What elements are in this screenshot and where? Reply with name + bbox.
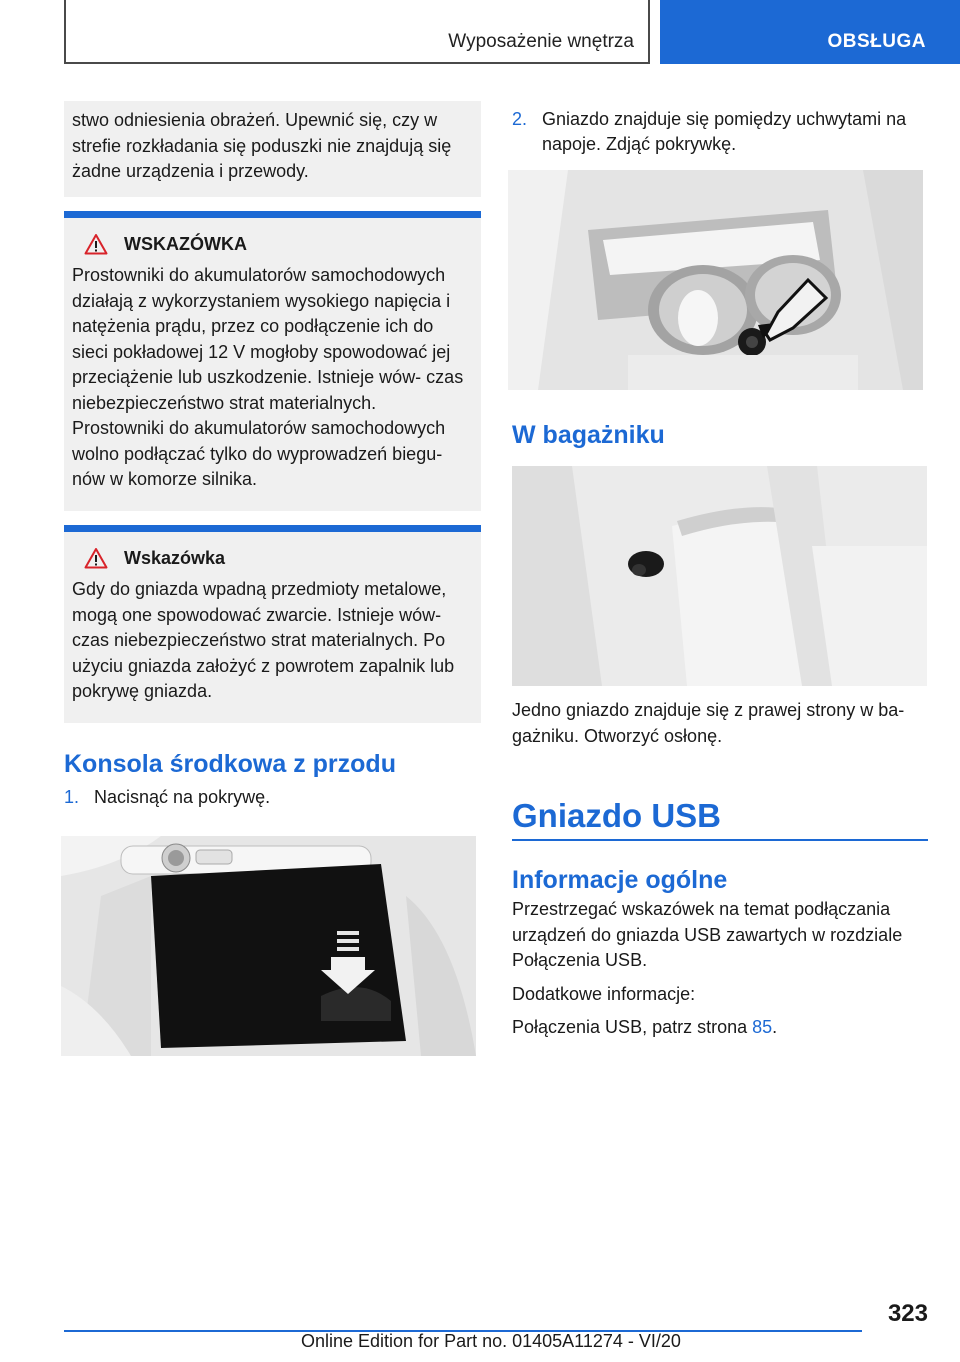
section-title: Wyposażenie wnętrza — [448, 31, 634, 52]
step-number: 2. — [512, 109, 528, 129]
trunk-heading: W bagażniku — [512, 421, 665, 449]
note-body: Gdy do gniazda wpadną przedmioty metalowe, mogą one spowodować zwarcie. Istnieje wów‐ czas niebezpieczeństwo strat materialnych. Po użyciu gniazda założyć z powrotem zapalnik lub pokrywę gniazda. — [72, 579, 455, 701]
right-column — [512, 101, 928, 157]
step-1 — [64, 785, 481, 810]
step-text: Nacisnąć na pokrywę. — [94, 786, 271, 807]
footer-edition: Online Edition for Part no. 01405A11274 - VI/20 — [301, 1331, 681, 1351]
general-heading: Informacje ogólne — [512, 866, 728, 894]
usb-heading-rule — [512, 839, 928, 841]
step-2 — [512, 107, 928, 157]
usb-section — [512, 797, 928, 1041]
note-title: WSKAZÓWKA — [124, 233, 247, 254]
console-heading: Konsola środkowa z przodu — [64, 749, 396, 778]
intro-text: stwo odniesienia obrażeń. Upewnić się, czy w strefie rozkładania się poduszki nie znajdują się żadne urządzenia i przewody. — [72, 110, 452, 181]
step-text: Gniazdo znajduje się pomiędzy uchwytami na napoje. Zdjąć pokrywkę. — [542, 109, 907, 154]
header-section-tab — [64, 0, 650, 64]
note-body: Prostowniki do akumulatorów samochodowych działają z wykorzystaniem wysokiego napięcia i natężenia prądu, przez co podłączenie ich do sieci pokładowej 12 V mogłoby spowodować jej przeciążenie lub uszkodzenie. Istnieje wów‐ czas niebezpieczeństwo strat materialnych. Prostowniki do akumulatorów samochodowych wolno podłączać tylko do wyprowadzeń biegu‐ nów w komorze silnika. — [72, 265, 464, 489]
page-reference-link[interactable]: 85 — [752, 1017, 773, 1037]
console-cover-photo — [61, 836, 476, 1056]
hint-note — [64, 525, 481, 723]
usb-heading: Gniazdo USB — [512, 797, 722, 834]
reference-end: . — [772, 1017, 778, 1037]
step-number: 1. — [64, 786, 80, 807]
left-column — [64, 101, 481, 810]
trunk-text-block — [512, 698, 928, 749]
cupholder-socket-photo — [508, 170, 923, 390]
warning-note — [64, 211, 481, 511]
general-text: Przestrzegać wskazówek na temat podłączania urządzeń do gniazda USB zawartych w rozdziale Połączenia USB. — [512, 899, 903, 970]
trunk-socket-photo — [512, 466, 927, 686]
chapter-title: OBSŁUGA — [827, 31, 926, 52]
reference-line — [512, 1015, 928, 1041]
warning-triangle-icon — [84, 233, 108, 255]
more-info-label: Dodatkowe informacje: — [512, 983, 696, 1004]
note-title: Wskazówka — [124, 547, 226, 568]
trunk-text: Jedno gniazdo znajduje się z prawej strony w ba‐ gażniku. Otworzyć osłonę. — [512, 700, 905, 746]
intro-box — [64, 101, 481, 197]
reference-text: Połączenia USB, patrz strona — [512, 1017, 753, 1037]
page-number: 323 — [887, 1300, 928, 1327]
warning-triangle-icon — [84, 547, 108, 569]
header-chapter-tab — [660, 0, 960, 64]
